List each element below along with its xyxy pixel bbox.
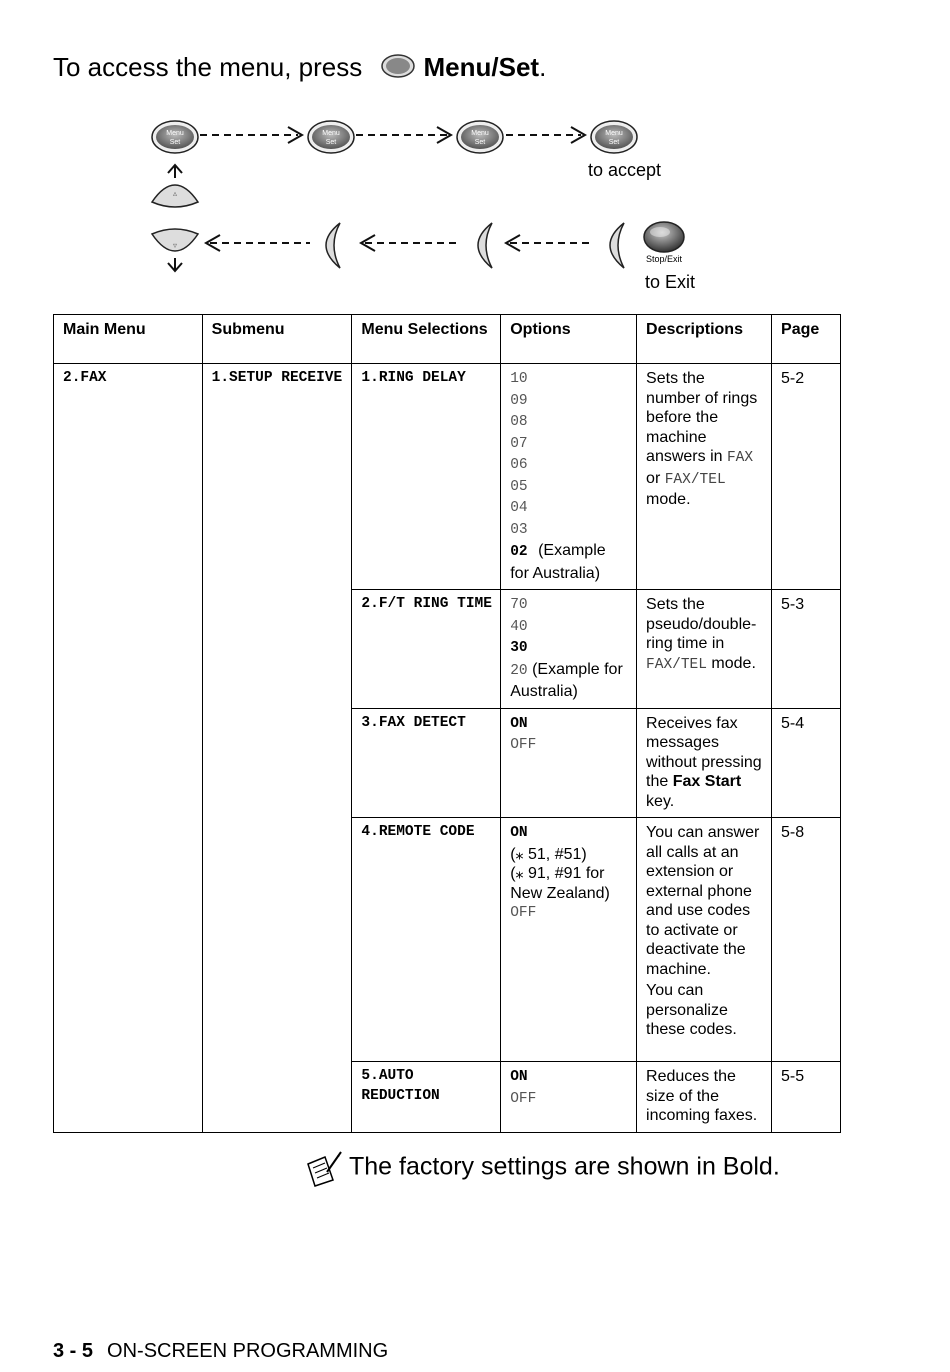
desc-mono: FAX/TEL (646, 656, 707, 673)
header-submenu: Submenu (202, 315, 352, 364)
code-text: 51, #51) (528, 845, 587, 863)
desc-text: Sets the number of rings before the machine answers in (646, 370, 758, 465)
option: 06 (510, 457, 528, 473)
table-header-row (54, 315, 841, 364)
option: 04 (510, 500, 528, 516)
page-number: 3 - 5 (53, 1340, 94, 1362)
options-fax-detect (501, 708, 637, 818)
menu-key-subtext-4: Set (608, 139, 620, 146)
menu-key-text-4: Menu (605, 130, 623, 137)
menu-key-text-2: Menu (322, 130, 340, 137)
note-pad-icon (303, 1148, 343, 1188)
submenu-cell: 1.SETUP RECEIVE (202, 364, 352, 1133)
stop-exit-key (644, 222, 684, 264)
page-fax-detect: 5-4 (772, 708, 841, 818)
selection-auto-reduction: 5.AUTO REDUCTION (352, 1062, 501, 1133)
table-row (54, 364, 841, 590)
menu-key-subtext-3: Set (474, 139, 486, 146)
to-exit-label: to Exit (645, 272, 696, 292)
menu-key-3 (457, 121, 503, 153)
to-accept-label: to accept (588, 160, 662, 180)
option: OFF (510, 737, 537, 753)
option: 70 (510, 597, 528, 613)
intro-text: To access the menu, press (53, 52, 363, 82)
menu-key-text-1: Menu (166, 130, 184, 137)
desc-text: Receives fax messages without pressing the (646, 714, 762, 790)
desc-text: or (646, 469, 661, 487)
option-note: (Example for Australia) (510, 542, 606, 582)
intro-period: . (539, 52, 547, 82)
desc-text: mode. (711, 654, 756, 672)
header-descriptions: Descriptions (637, 315, 772, 364)
option: 03 (510, 521, 528, 538)
default-option: 30 (510, 640, 528, 656)
options-remote-code (501, 818, 637, 1062)
back-arrows (206, 235, 590, 251)
options-auto-reduction (501, 1062, 637, 1133)
menu-key-text-3: Menu (471, 130, 489, 137)
menu-key-4 (591, 121, 637, 153)
up-arrow-key (152, 165, 198, 207)
page-remote-code: 5-8 (772, 818, 841, 1062)
menu-key-2 (308, 121, 354, 153)
options-ring-delay (501, 364, 637, 590)
star-icon: ⁎ (515, 845, 524, 863)
default-option: ON (510, 715, 528, 732)
desc-auto-reduction: Reduces the size of the incoming faxes. (637, 1062, 772, 1133)
desc-text: Sets the pseudo/double-ring time in (646, 596, 757, 652)
note-text: The factory settings are shown in Bold. (349, 1152, 780, 1181)
star-icon: ⁎ (515, 865, 524, 882)
default-option: 02 (510, 544, 528, 560)
code-line-2: (⁎ 91, #91 for New Zealand) (510, 865, 610, 902)
code-line-1: (⁎ 51, #51) (510, 845, 587, 863)
menu-key-subtext-2: Set (325, 139, 337, 146)
note (303, 1148, 780, 1188)
desc-text: mode. (646, 491, 691, 508)
desc-text: key. (646, 792, 675, 810)
page-auto-reduction: 5-5 (772, 1062, 841, 1133)
selection-ring-delay: 1.RING DELAY (352, 364, 501, 590)
svg-text:▵: ▵ (172, 189, 178, 198)
option: OFF (510, 905, 537, 921)
menu-set-label: Menu/Set (423, 52, 540, 82)
desc-text: You can answer all calls at an extension or external phone and use codes to activate or deactivate the machine. (646, 824, 760, 978)
option: 09 (510, 392, 528, 409)
left-arrow-key-1 (326, 223, 340, 268)
svg-text:▿: ▿ (172, 241, 178, 250)
option: 05 (510, 478, 528, 495)
desc-mono: FAX/TEL (664, 471, 726, 488)
left-arrow-key-2 (478, 223, 492, 268)
selection-fax-detect: 3.FAX DETECT (352, 708, 501, 818)
code-text: 91, #91 for New Zealand) (510, 865, 610, 902)
desc-ring-delay (637, 364, 772, 590)
desc-text: You can personalize these codes. (646, 982, 737, 1038)
option: 10 (510, 371, 528, 387)
header-page: Page (772, 315, 841, 364)
menu-table (53, 314, 841, 1133)
forward-arrows (200, 127, 585, 143)
desc-bold: Fax Start (672, 773, 742, 790)
desc-fax-detect (637, 708, 772, 818)
page-ft-ring-time: 5-3 (772, 590, 841, 709)
option: 08 (510, 414, 528, 430)
left-arrow-key-3 (610, 223, 624, 268)
menu-key-1 (152, 121, 198, 153)
header-main-menu: Main Menu (54, 315, 203, 364)
default-option: ON (510, 825, 528, 841)
desc-remote-code (637, 818, 772, 1062)
option: 20 (510, 662, 528, 679)
header-options: Options (501, 315, 637, 364)
option: 40 (510, 618, 528, 635)
header-menu-selections: Menu Selections (352, 315, 501, 364)
menu-set-key-icon (380, 53, 416, 86)
intro-line (53, 52, 546, 86)
page-ring-delay: 5-2 (772, 364, 841, 590)
default-option: ON (510, 1069, 528, 1085)
option: 07 (510, 435, 528, 452)
stop-exit-key-label: Stop/Exit (645, 254, 683, 264)
menu-key-subtext-1: Set (169, 139, 181, 146)
selection-remote-code: 4.REMOTE CODE (352, 818, 501, 1062)
selection-ft-ring-time: 2.F/T RING TIME (352, 590, 501, 709)
desc-ft-ring-time (637, 590, 772, 709)
desc-mono: FAX (726, 450, 754, 466)
down-arrow-key (152, 229, 198, 271)
section-title: ON-SCREEN PROGRAMMING (107, 1340, 389, 1362)
option: OFF (510, 1090, 537, 1107)
option-note: (Example for Australia) (510, 660, 623, 700)
page-footer (53, 1340, 388, 1363)
options-ft-ring-time (501, 590, 637, 709)
main-menu-cell: 2.FAX (54, 364, 203, 1133)
